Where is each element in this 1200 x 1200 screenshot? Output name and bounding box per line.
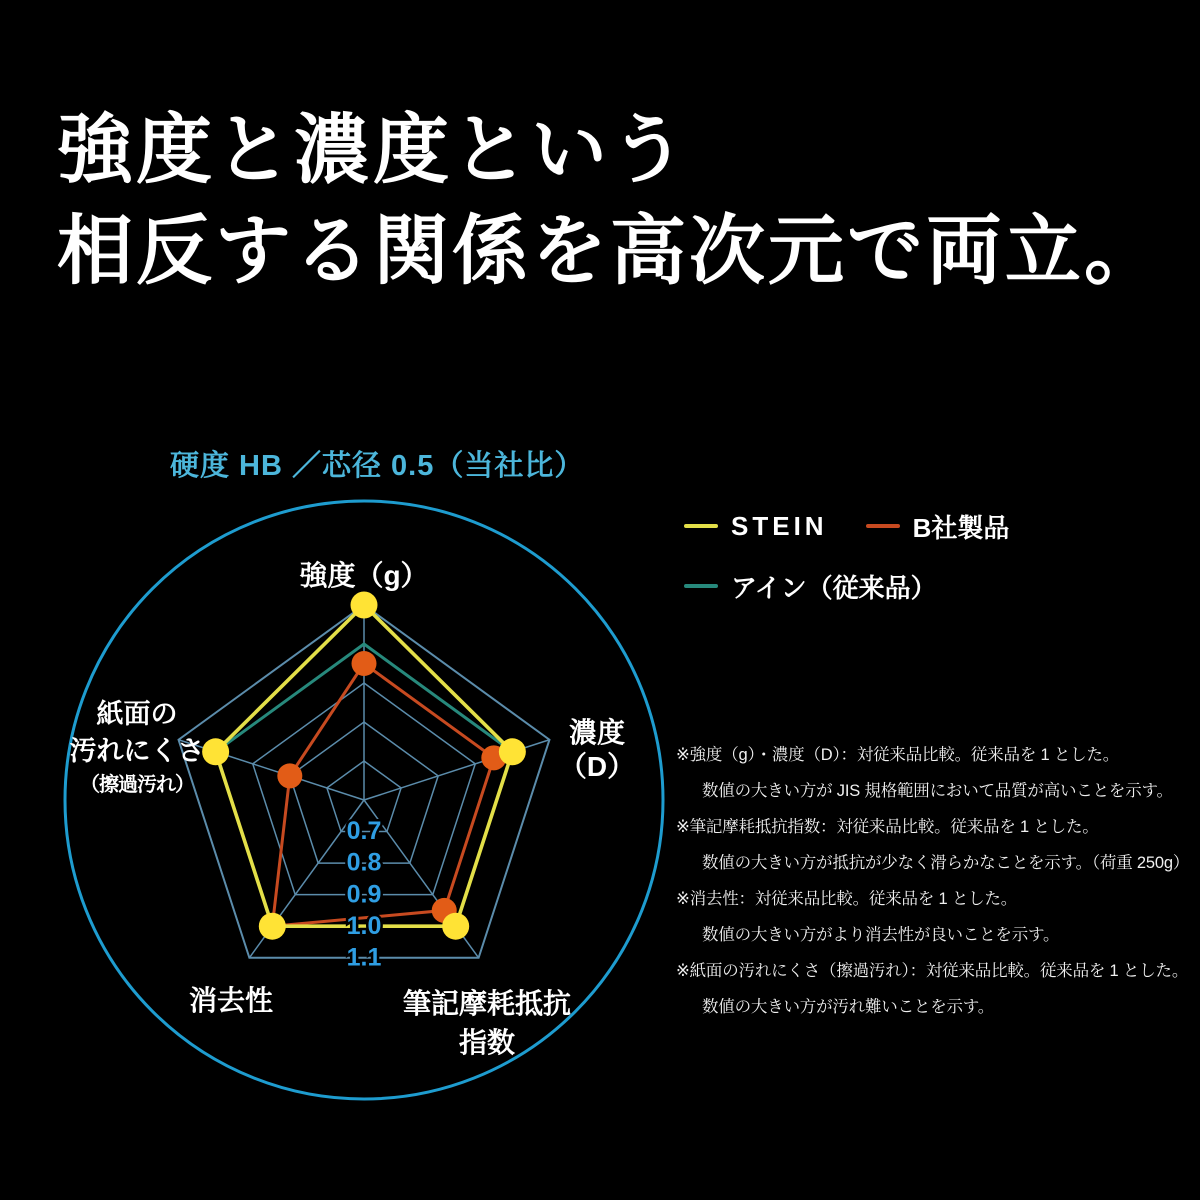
marker-B社製品-axis4 xyxy=(277,763,302,788)
marker-STEIN-axis2 xyxy=(442,913,469,940)
company-b-color-swatch xyxy=(866,524,900,528)
chart-legend xyxy=(684,511,1047,631)
marker-STEIN-axis3 xyxy=(259,913,286,940)
axis-label-friction-line1: 筆記摩耗抵抗 xyxy=(402,988,571,1019)
marker-STEIN-axis0 xyxy=(351,592,378,619)
footnote-friction xyxy=(676,809,1200,881)
legend-label-stein: STEIN xyxy=(731,510,828,541)
legend-item-company-b xyxy=(866,508,1010,545)
axis-label-erasability-line: 消去性 xyxy=(188,985,273,1016)
footnote-line: 数値の大きい方が JIS 規格範囲において品質が高いことを示す。 xyxy=(702,782,1173,800)
main-heading xyxy=(57,100,1163,302)
legend-item-ain-conventional xyxy=(684,568,937,605)
axis-label-smudge-line2: 汚れにくさ xyxy=(69,736,205,766)
legend-row-1 xyxy=(684,511,1047,541)
footnote-line: ※筆記摩耗抵抗指数：対従来品比較。従来品を 1 とした。 xyxy=(676,818,1099,836)
footnote-line: 数値の大きい方が汚れ難いことを示す。 xyxy=(702,998,995,1016)
footnote-erasability xyxy=(676,881,1200,953)
legend-label-company-b: B社製品 xyxy=(912,512,1010,543)
legend-item-stein xyxy=(684,511,828,542)
footnotes xyxy=(676,737,1200,1025)
footnote-line: 数値の大きい方がより消去性が良いことを示す。 xyxy=(702,926,1060,944)
footnote-strength-density xyxy=(676,737,1200,809)
footnote-line: ※紙面の汚れにくさ（擦過汚れ）：対従来品比較。従来品を 1 とした。 xyxy=(676,962,1189,980)
axis-label-friction-line2: 指数 xyxy=(458,1027,515,1058)
scale-label-0.7: 0.7 xyxy=(346,817,382,846)
footnote-smudge xyxy=(676,953,1200,1025)
ain-color-swatch xyxy=(684,584,718,588)
axis-label-density-line2: （D） xyxy=(558,751,636,782)
axis-label-smudge-resistance xyxy=(36,696,238,800)
axis-label-strength xyxy=(264,559,464,593)
scale-label-1.0: 1.0 xyxy=(346,911,382,940)
legend-label-ain-conventional: アイン（従来品） xyxy=(731,572,937,603)
stein-color-swatch xyxy=(684,524,718,528)
scale-label-1.1: 1.1 xyxy=(346,943,382,972)
scale-label-0.8: 0.8 xyxy=(346,848,382,877)
axis-label-friction xyxy=(366,984,608,1062)
footnote-line: 数値の大きい方が抵抗が少なく滑らかなことを示す。（荷重 250g） xyxy=(702,854,1190,872)
marker-B社製品-axis0 xyxy=(352,651,377,676)
legend-row-2 xyxy=(684,571,1047,601)
axis-label-smudge-line1: 紙面の xyxy=(96,699,178,729)
scale-label-0.9: 0.9 xyxy=(346,880,382,909)
marker-STEIN-axis1 xyxy=(499,738,526,765)
footnote-line: ※強度（g）・濃度（D）：対従来品比較。従来品を 1 とした。 xyxy=(676,746,1120,764)
axis-label-density-line1: 濃度 xyxy=(568,717,625,748)
heading-line-2: 相反する関係を高次元で両立。 xyxy=(57,209,1163,294)
footnote-line: ※消去性：対従来品比較。従来品を 1 とした。 xyxy=(676,890,1018,908)
axis-label-erasability xyxy=(150,984,312,1018)
axis-label-smudge-line3: （擦過汚れ） xyxy=(80,774,194,796)
axis-label-density xyxy=(551,716,643,784)
chart-title: 硬度 HB ／芯径 0.5（当社比） xyxy=(170,450,585,482)
axis-label-strength-line: 強度（g） xyxy=(299,560,429,591)
heading-line-1: 強度と濃度という xyxy=(57,108,689,193)
